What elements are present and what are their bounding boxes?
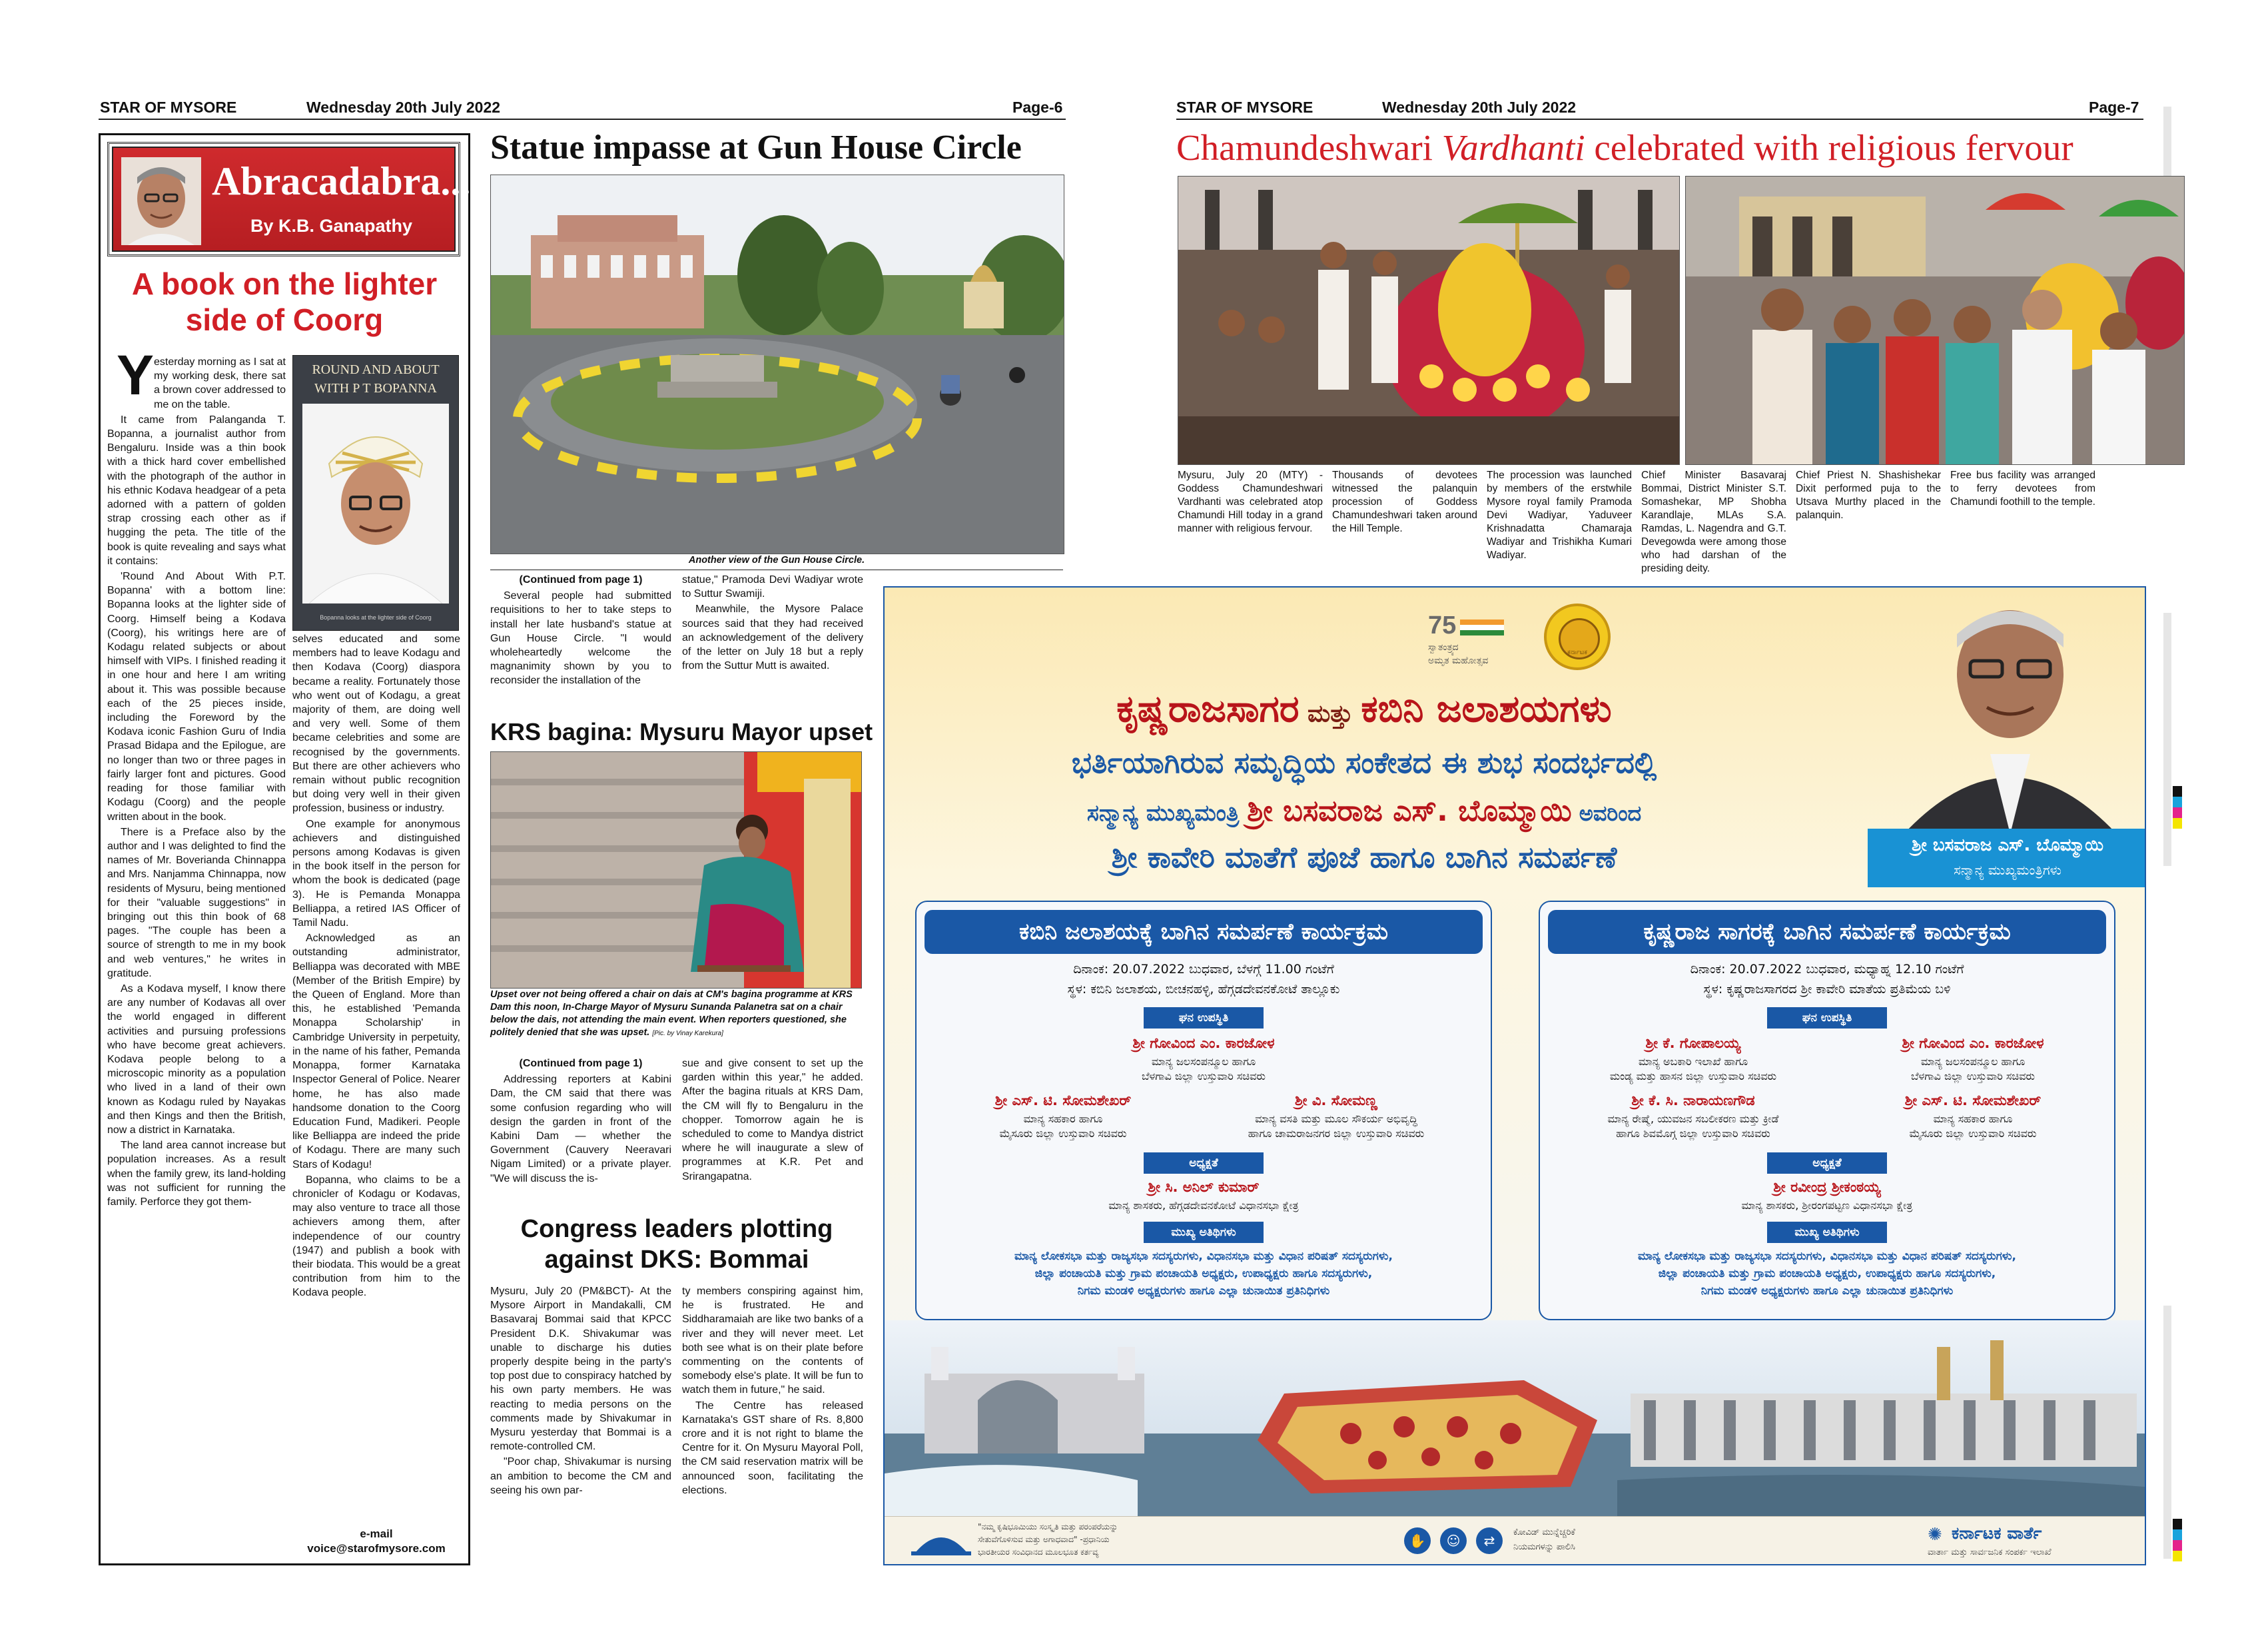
congress-headline-2: against DKS: Bommai	[544, 1246, 809, 1274]
kabini-p2-desc2: ಮೈಸೂರು ಜಿಲ್ಲಾ ಉಸ್ತುವಾರಿ ಸಚಿವರು	[999, 1127, 1127, 1140]
ad-line-3c: ಅವರಿಂದ	[1571, 801, 1642, 826]
statue-col1-para: Several people had submitted requisitions to her to take steps to install her late husband's statue at Gun House Circle. "I would wholeheartedly welcome the magnanimity shown by you to reconsider the installation of the	[490, 590, 671, 687]
krs-text-col1	[490, 1056, 671, 1216]
ad-line-3b: ಶ್ರೀ ಬಸವರಾಜ ಎಸ್. ಬೊಮ್ಮಾಯಿ	[1247, 794, 1572, 828]
krs-text-col2	[682, 1056, 863, 1216]
footer-brand-sub: ವಾರ್ತಾ ಮತ್ತು ಸಾರ್ವಜನಿಕ ಸಂಪರ್ಕ ಇಲಾಖೆ	[1928, 1547, 2052, 1557]
krs-p3-desc1: ಮಾನ್ಯ ರೇಷ್ಮೆ, ಯುವಜನ ಸಬಲೀಕರಣ ಮತ್ತು ಕ್ರೀಡೆ	[1607, 1112, 1779, 1125]
cm-title: ಸನ್ಮಾನ್ಯ ಮುಖ್ಯಮಂತ್ರಿಗಳು	[1954, 862, 2061, 878]
krs-title: ಕೃಷ್ಣರಾಜ ಸಾಗರಕ್ಕೆ ಬಾಗಿನ ಸಮರ್ಪಣೆ ಕಾರ್ಯಕ್ರಮ	[1548, 910, 2106, 954]
abracadabra-box	[99, 133, 470, 1565]
col1-para-4: There is a Preface also by the author and I was delighted to find the names of Mr. Boverianda Chinnappa and Mrs. Nanjamma Chinnappa, now residents of Mysuru, being mentioned for their "valuable suggestions" in bringing out this thin book of 68 pages. "The couple has been a source of strength to me in my book and web ventures," he writes in gratitude.	[107, 826, 286, 979]
kabini-chief-label: ಮುಖ್ಯ ಅತಿಥಿಗಳು	[1144, 1222, 1264, 1243]
columnist-portrait	[121, 157, 201, 245]
kabini-p3-desc1: ಮಾನ್ಯ ವಸತಿ ಮತ್ತು ಮೂಲ ಸೌಕರ್ಯ ಅಭಿವೃದ್ಧಿ	[1255, 1112, 1417, 1125]
col2-para-1: selves educated and some members had to leave Kodagu and then Kodava (Coorg) diaspora became a reality. Fortunately those who went out of Kodagu, a great majority of them, are doing well and very well. Some of them became celebrities and some are recognised by the governments. But there are other achievers who remain without public recognition but doing very well in their given profession, business or industry.	[292, 633, 460, 815]
statue-text-col1	[490, 573, 671, 719]
mayor-caption-text: Upset over not being offered a chair on dais at CM's bagina programme at KRS Dam this noon, In-Charge Mayor of Mysuru Sunanda Palanetra sat on a chair below the dais, not attending the main event. When reporters questioned, she politely denied that she was upset.	[490, 989, 853, 1038]
chamundi-para-1: Mysuru, July 20 (MTY) - Goddess Chamundeshwari Vardhanti was celebrated atop Chamundi Hill today in a grand manner with religious fervour.	[1178, 470, 1323, 534]
krs-p1-desc2: ಮಂಡ್ಯ ಮತ್ತು ಹಾಸನ ಜಿಲ್ಲಾ ಉಸ್ತುವಾರಿ ಸಚಿವರು	[1609, 1070, 1777, 1082]
right-page-number: Page-7	[2089, 99, 2139, 116]
chamundi-para-6: Free bus facility was arranged to ferry devotees from Chamundi foothill to the temple.	[1950, 470, 2095, 508]
palanquin-photo	[1178, 176, 1680, 465]
col2-para-3: Acknowledged as an outstanding administrator, Belliappa was decorated with MBE (Member of the British Empire) by the Queen of England. More than this, he established 'Pemanda Monappa Scholarship' in Cambridge University in perpetuity, in the name of his father, Pemanda Monappa, former Karnataka Inspector General of Police. Nearer home, he has also made handsome donation to the Coorg Education Fund, Madikeri. People like Belliappa are indeed the pride of Kodagu. There are many such Stars of Kodagu!	[292, 933, 460, 1170]
chamundi-headline-b: Vardhanti	[1441, 127, 1585, 168]
kabini-venue: ಸ್ಥಳ: ಕಬಿನಿ ಜಲಾಶಯ, ಬೀಚನಹಳ್ಳಿ, ಹೆಗ್ಗಡದೇವನಕೋಟೆ ತಾಲ್ಲೂಕು	[1067, 982, 1340, 997]
mayor-photo	[490, 751, 862, 989]
footer-quote-2: ಸೇತುವೆಗೊಳಿಸುವ ಮತ್ತು ಅಗಾಧವಾದ" -ಪ್ರಧಾನಿಯ	[978, 1535, 1110, 1544]
email-label: e-mail	[360, 1527, 393, 1540]
chamundi-para-5: Chief Priest N. Shashishekar Dixit performed puja to the Utsava Murthy placed in the palanquin.	[1796, 470, 1941, 521]
chamundi-col5	[1796, 469, 1941, 582]
krs-p2-desc1: ಮಾನ್ಯ ಜಲಸಂಪನ್ಮೂಲ ಹಾಗೂ	[1920, 1055, 2026, 1068]
krs-chief-l2: ಜಿಲ್ಲಾ ಪಂಚಾಯತಿ ಮತ್ತು ಗ್ರಾಮ ಪಂಚಾಯತಿ ಅಧ್ಯಕ್ಷರು, ಉಪಾಧ್ಯಕ್ಷರು ಹಾಗೂ ಸದಸ್ಯರುಗಳು,	[1658, 1267, 1996, 1280]
chamundi-para-4: Chief Minister Basavaraj Bommai, District Minister S.T. Somashekar, MP Shobha Karandlaje, MLAs S.A. Ramdas, L. Nagendra and G.T. Devegowda were among those who had darshan of the presiding deity.	[1641, 470, 1786, 574]
kabini-p1-desc1: ಮಾನ್ಯ ಜಲಸಂಪನ್ಮೂಲ ಹಾಗೂ	[1151, 1055, 1256, 1068]
krs-continued: (Continued from page 1)	[519, 1058, 643, 1069]
author-portrait	[302, 404, 449, 604]
chamundi-col1	[1178, 469, 1323, 582]
krs-p4-desc1: ಮಾನ್ಯ ಸಹಕಾರ ಹಾಗೂ	[1933, 1112, 2013, 1125]
col1-para-6: The land area cannot increase but population increases. As a result when the family grew, its land-holding was not sufficient for running the family. Perforce they got them-	[107, 1140, 286, 1208]
kabini-p2-desc1: ಮಾನ್ಯ ಸಹಕಾರ ಹಾಗೂ	[1023, 1112, 1103, 1125]
cm-portrait	[1877, 594, 2143, 834]
abracadabra-banner	[112, 147, 471, 252]
krs-p4-name: ಶ್ರೀ ಎಸ್. ಟಿ. ಸೋಮಶೇಖರ್	[1904, 1092, 2042, 1108]
amrit-text-2: ಅಮೃತ ಮಹೋತ್ಸವ	[1428, 655, 1489, 666]
krs-col2-para: sue and give consent to set up the garden within this year," he added. After the bagina rituals at KRS Dam, the CM will fly to Bengaluru in the chopper. Tomorrow again he is scheduled to come to Mandya district where he will inaugurate a slew of programmes at K.R. Pet and Srirangapatna.	[682, 1058, 863, 1182]
left-masthead: STAR OF MYSORE	[100, 99, 237, 116]
krs-chair-name: ಶ್ರೀ ರವೀಂದ್ರ ಶ್ರೀಕಂಠಯ್ಯ	[1773, 1179, 1881, 1195]
ad-line-1c: ಕಬಿನಿ ಜಲಾಶಯಗಳು	[1361, 687, 1612, 731]
email-address[interactable]: voice@starofmysore.com	[307, 1542, 446, 1555]
congress-text-col2	[682, 1284, 863, 1564]
dam-panorama-image	[885, 1320, 2145, 1517]
col2-para-2: One example for anonymous achievers and distinguished persons among Kodavas is given in the book itself in the person for whom the book is dedicated (page 3). He is Pemanda Monappa Belliappa, a retired IAS Officer of Tamil Nadu.	[292, 818, 460, 929]
krs-p2-desc2: ಬೆಳಗಾವಿ ಜಿಲ್ಲಾ ಉಸ್ತುವಾರಿ ಸಚಿವರು	[1910, 1070, 2035, 1082]
ad-line-1a: ಕೃಷ್ಣರಾಜಸಾಗರ	[1116, 687, 1300, 731]
advertisement	[883, 586, 2146, 1565]
column-headline-2: side of Coorg	[185, 302, 384, 337]
congress-text-col1	[490, 1284, 671, 1564]
dropcap-letter: Y	[117, 344, 155, 406]
krs-date: ದಿನಾಂಕ: 20.07.2022 ಬುಧವಾರ, ಮಧ್ಯಾಹ್ನ 12.10 ಗಂಟೆಗೆ	[1690, 962, 1964, 977]
congress-col1-para-1: Mysuru, July 20 (PM&BCT)- At the Mysore Airport in Mandakalli, CM Basavaraj Bommai said that KPCC President D.K. Shivakumar was unable to discharge his duties properly despite being in the party's top post due to conspiracy hatched by his own party members. He was reacting to media persons on the comments made by Shivakumar in Mysuru yesterday that Bommai is a remote-controlled CM.	[490, 1286, 671, 1453]
krs-panel	[1539, 901, 2115, 1320]
kabini-chair-name: ಶ್ರೀ ಸಿ. ಅನಿಲ್ ಕುಮಾರ್	[1148, 1179, 1260, 1195]
col2-para-4: Bopanna, who claims to be a chronicler of Kodagu or Kodavas, may also venture to trace all those achievers among them, after independence of our country (1947) and publish a book with their biodata. This would be a great contribution from him to the Kodava people.	[292, 1174, 460, 1299]
book-cover-title-2: WITH P T BOPANNA	[314, 381, 437, 396]
chamundi-headline	[1176, 127, 2073, 169]
column-text-col2	[292, 632, 460, 1518]
krs-p1-name: ಶ್ರೀ ಕೆ. ಗೋಪಾಲಯ್ಯ	[1645, 1035, 1741, 1051]
chamundi-col4	[1641, 469, 1786, 582]
column-headline-1: A book on the lighter	[131, 266, 438, 301]
ad-footer	[885, 1516, 2145, 1565]
gun-house-circle-photo	[490, 175, 1064, 554]
registration-marks-mid	[2163, 613, 2171, 866]
chamundi-headline-a: Chamundeshwari	[1176, 127, 1442, 168]
chamundi-col2	[1332, 469, 1477, 582]
krs-p4-desc2: ಮೈಸೂರು ಜಿಲ್ಲಾ ಉಸ್ತುವಾರಿ ಸಚಿವರು	[1909, 1127, 2037, 1140]
chamundi-headline-c: celebrated with religious fervour	[1585, 127, 2073, 168]
krs-venue: ಸ್ಥಳ: ಕೃಷ್ಣರಾಜಸಾಗರದ ಶ್ರೀ ಕಾವೇರಿ ಮಾತೆಯ ಪ್ರತಿಮೆಯ ಬಳಿ	[1703, 982, 1951, 997]
gun-house-caption: Another view of the Gun House Circle.	[688, 555, 865, 566]
left-page-number: Page-6	[1012, 99, 1063, 116]
kabini-chair-desc: ಮಾನ್ಯ ಶಾಸಕರು, ಹೆಗ್ಗಡದೇವನಕೋಟೆ ವಿಧಾನಸಭಾ ಕ್ಷೇತ್ರ	[1108, 1199, 1299, 1212]
distance-icon: ⇄	[1476, 1527, 1503, 1554]
col1-para-5: As a Kodava myself, I know there are any number of Kodavas all over the world engaged in different activities and pursuing professions who have become great achievers. Kodava people belong to a microscopic minority as a population who lived in a land of their own known as Kodagu ruled by Nayakas and then Kings and then the British, now a district in Karnataka.	[107, 983, 286, 1136]
amrit-text-1: ಸ್ವಾತಂತ್ರ್ಯದ	[1428, 642, 1459, 653]
col1-para-2: It came from Palanganda T. Bopanna, a journalist author from Bengaluru. Inside was a thin book with a thick hard cover embellished with the photograph of the author in his ethnic Kodava headgear of a peta adorned with a pattern of golden strap crossing each other as if hugging the peta. The title of the book is quite revealing and says what it contains:	[107, 414, 286, 567]
kabini-p2-name: ಶ್ರೀ ಎಸ್. ಟಿ. ಸೋಮಶೇಖರ್	[994, 1092, 1132, 1108]
footer-covid-1: ಕೋವಿಡ್ ಮುನ್ನೆಚ್ಚರಿಕೆ	[1513, 1527, 1575, 1537]
amrit-logo	[1428, 612, 1515, 671]
abracadabra-banner-frame	[107, 142, 471, 256]
amrit-number: 75	[1428, 612, 1457, 639]
statue-col2-para-2: Meanwhile, the Mysore Palace sources said that they had received an acknowledgement of the delivery of the letter on July 18 but a reply from the Suttur Mutt is awaited.	[682, 604, 863, 672]
left-date: Wednesday 20th July 2022	[306, 99, 501, 116]
mayor-caption	[490, 989, 863, 1040]
ad-line-3a: ಸನ್ಮಾನ್ಯ ಮುಖ್ಯಮಂತ್ರಿ	[1086, 800, 1248, 827]
registration-colors-2	[2173, 786, 2182, 829]
kabini-title: ಕಬಿನಿ ಜಲಾಶಯಕ್ಕೆ ಬಾಗಿನ ಸಮರ್ಪಣೆ ಕಾರ್ಯಕ್ರಮ	[925, 910, 1483, 954]
krs-p3-desc2: ಹಾಗೂ ಶಿವಮೊಗ್ಗ ಜಿಲ್ಲಾ ಉಸ್ತುವಾರಿ ಸಚಿವರು	[1616, 1127, 1770, 1140]
footer-quote-3: ಭಾರತೀಯರ ಸಂವಿಧಾನದ ಮೂಲಭೂತ ಕರ್ತವ್ಯ	[978, 1547, 1099, 1557]
parliament-icon	[911, 1526, 971, 1555]
footer-brand: ಕರ್ನಾಟಕ ವಾರ್ತೆ	[1952, 1523, 2042, 1543]
congress-col1-para-2: "Poor chap, Shivakumar is nursing an ambition to become the CM and seeing his own par-	[490, 1456, 671, 1496]
kabini-p3-desc2: ಹಾಗೂ ಚಾಮರಾಜನಗರ ಜಿಲ್ಲಾ ಉಸ್ತುವಾರಿ ಸಚಿವರು	[1248, 1127, 1425, 1140]
col1-para-1: esterday morning as I sat at my working desk, there sat a brown cover addressed to me on the table.	[154, 356, 286, 410]
column-text-col1	[107, 355, 286, 1561]
book-cover-image	[292, 355, 459, 631]
kabini-guest-label: ಘನ ಉಪಸ್ಥಿತಿ	[1144, 1007, 1264, 1029]
krs-p2-name: ಶ್ರೀ ಗೋವಿಂದ ಎಂ. ಕಾರಜೋಳ	[1902, 1035, 2044, 1051]
krs-headline: KRS bagina: Mysuru Mayor upset	[490, 718, 873, 745]
krs-chair-desc: ಮಾನ್ಯ ಶಾಸಕರು, ಶ್ರೀರಂಗಪಟ್ಟಣ ವಿಧಾನಸಭಾ ಕ್ಷೇತ್ರ	[1741, 1199, 1913, 1212]
amrit-flag-icon	[1460, 620, 1504, 635]
kabini-chief-l1: ಮಾನ್ಯ ಲೋಕಸಭಾ ಮತ್ತು ರಾಜ್ಯಸಭಾ ಸದಸ್ಯರುಗಳು, ವಿಧಾನಸಭಾ ಮತ್ತು ವಿಧಾನ ಪರಿಷತ್ ಸದಸ್ಯರುಗಳು,	[1014, 1250, 1393, 1263]
book-cover-subtitle: Bopanna looks at the lighter side of Coorg	[320, 614, 432, 621]
chamundi-col3	[1487, 469, 1632, 582]
krs-chief-label: ಮುಖ್ಯ ಅತಿಥಿಗಳು	[1767, 1222, 1887, 1243]
krs-guest-label: ಘನ ಉಪಸ್ಥಿತಿ	[1767, 1007, 1887, 1029]
book-cover-title-1: ROUND AND ABOUT	[312, 362, 440, 377]
krs-chair-label: ಅಧ್ಯಕ್ಷತೆ	[1767, 1152, 1887, 1174]
ad-line-1	[885, 687, 1844, 731]
right-date: Wednesday 20th July 2022	[1382, 99, 1577, 116]
cm-name: ಶ್ರೀ ಬಸವರಾಜ ಎಸ್. ಬೊಮ್ಮಾಯಿ	[1911, 835, 2104, 855]
kabini-date: ದಿನಾಂಕ: 20.07.2022 ಬುಧವಾರ, ಬೆಳಗ್ಗೆ 11.00 ಗಂಟೆಗೆ	[1073, 962, 1334, 977]
column-byline: By K.B. Ganapathy	[250, 216, 413, 236]
kabini-p3-name: ಶ್ರೀ ವಿ. ಸೋಮಣ್ಣ	[1295, 1092, 1377, 1108]
ad-line-2: ಭರ್ತಿಯಾಗಿರುವ ಸಮೃದ್ಧಿಯ ಸಂಕೇತದ ಈ ಶುಭ ಸಂದರ್ಭದಲ್ಲಿ	[1071, 746, 1657, 780]
kabini-p1-desc2: ಬೆಳಗಾವಿ ಜಿಲ್ಲಾ ಉಸ್ತುವಾರಿ ಸಚಿವರು	[1141, 1070, 1266, 1082]
kabini-chair-label: ಅಧ್ಯಕ್ಷತೆ	[1144, 1152, 1264, 1174]
krs-chief-l1: ಮಾನ್ಯ ಲೋಕಸಭಾ ಮತ್ತು ರಾಜ್ಯಸಭಾ ಸದಸ್ಯರುಗಳು, ವಿಧಾನಸಭಾ ಮತ್ತು ವಿಧಾನ ಪರಿಷತ್ ಸದಸ್ಯರುಗಳು,	[1638, 1250, 2016, 1263]
footer-covid-2: ನಿಯಮಗಳನ್ನು ಪಾಲಿಸಿ	[1513, 1542, 1575, 1552]
congress-col2-para-2: The Centre has released Karnataka's GST share of Rs. 8,800 crore and it is not right to blame the Centre for it. On Mysuru Mayoral Poll, the CM said reservation matrix will be announced soon, facilitating the elections.	[682, 1400, 863, 1496]
karnataka-emblem-icon	[1544, 604, 1611, 670]
ad-line-4: ಶ್ರೀ ಕಾವೇರಿ ಮಾತೆಗೆ ಪೂಜೆ ಹಾಗೂ ಬಾಗಿನ ಸಮರ್ಪಣೆ	[1111, 841, 1617, 875]
congress-headline-1: Congress leaders plotting	[520, 1215, 833, 1243]
karnataka-varthe-icon: ✺	[1928, 1525, 1942, 1545]
krs-col1-para: Addressing reporters at Kabini Dam, the CM said that there was some confusion regarding who will design the garden in front of the Kabini Dam — whether the Government (Cauvery Neeravari Nigam Limited) or a private player. "We will discuss the is-	[490, 1074, 671, 1184]
kabini-chief-l2: ಜಿಲ್ಲಾ ಪಂಚಾಯತಿ ಮತ್ತು ಗ್ರಾಮ ಪಂಚಾಯತಿ ಅಧ್ಯಕ್ಷರು, ಉಪಾಧ್ಯಕ್ಷರು ಹಾಗೂ ಸದಸ್ಯರುಗಳು,	[1034, 1267, 1373, 1280]
statue-continued: (Continued from page 1)	[519, 574, 643, 586]
krs-chief-l3: ನಿಗಮ ಮಂಡಳಿ ಅಧ್ಯಕ್ಷರುಗಳು ಹಾಗೂ ಎಲ್ಲಾ ಚುನಾಯಿತ ಪ್ರತಿನಿಧಿಗಳು	[1700, 1284, 1954, 1298]
krs-p1-desc1: ಮಾನ್ಯ ಅಬಕಾರಿ ಇಲಾಖೆ ಹಾಗೂ	[1638, 1055, 1748, 1068]
left-header-rule	[99, 119, 1066, 120]
mayor-photo-credit: [Pic. by Vinay Karekura]	[652, 1030, 723, 1037]
ad-line-3	[885, 794, 1844, 828]
kabini-p1-name: ಶ್ರೀ ಗೋವಿಂದ ಎಂ. ಕಾರಜೋಳ	[1132, 1035, 1275, 1051]
statue-text-col2	[682, 573, 863, 719]
kabini-chief-l3: ನಿಗಮ ಮಂಡಳಿ ಅಧ್ಯಕ್ಷರುಗಳು ಹಾಗೂ ಎಲ್ಲಾ ಚುನಾಯಿತ ಪ್ರತಿನಿಧಿಗಳು	[1077, 1284, 1330, 1298]
ad-line-1b: ಮತ್ತು	[1299, 700, 1361, 727]
right-masthead: STAR OF MYSORE	[1176, 99, 1313, 116]
chamundi-para-2: Thousands of devotees witnessed the palanquin procession of Goddess Chamundeshwari taken around the Hill Temple.	[1332, 470, 1477, 534]
chamundi-col6	[1950, 469, 2095, 582]
registration-colors-3	[2173, 1519, 2182, 1561]
handwash-icon: ✋	[1404, 1527, 1431, 1554]
col1-para-3: 'Round And About With P.T. Bopanna' with a bottom line: Bopanna looks at the lighter side of Coorg. Himself being a Kodava (Coorg), his writings here are of Kodagu related subjects or about himself with VIPs. I finished reading it in one hour and here I am writing about it. This was possible because each of the 25 pieces inside, including the Foreword by the Kodava iconic Fashion Guru of India Prasad Bidapa and the Epilogue, are no longer than two or three pages in fairly larger font and pictures. Good reading for those familiar with Kodagu (Coorg) and the people written about in the book.	[107, 571, 286, 823]
footer-quote-1: "ನಮ್ಮ ಕೃಷಿಭೂಮಿಯು ಸಂಸ್ಕೃತಿ ಮತ್ತು ಪರಂಪರೆಯನ್ನು	[978, 1522, 1118, 1531]
cm-nameplate	[1868, 829, 2146, 887]
column-title: Abracadabra...	[212, 159, 471, 203]
congress-col2-para-1: ty members conspiring against him, he is frustrated. He and Siddharamaiah are like two banks of a river and they will never meet. Let both see what is on their plate before commenting on the contents of somebody else's plate. It will be fun to watch them in future," he said.	[682, 1286, 863, 1396]
right-header-rule	[1176, 119, 2143, 120]
emblem-text: ಕರ್ನಾಟಕ	[1567, 649, 1587, 656]
registration-marks-bottom	[2163, 1306, 2171, 1559]
kabini-panel	[915, 901, 1492, 1320]
mask-icon: ☺	[1440, 1527, 1467, 1554]
statue-headline: Statue impasse at Gun House Circle	[490, 129, 1022, 167]
krs-p3-name: ಶ್ರೀ ಕೆ. ಸಿ. ನಾರಾಯಣಗೌಡ	[1631, 1092, 1755, 1108]
chamundi-para-3: The procession was launched by members of the erstwhile Mysore royal family Pramoda Devi Wadiyar, Yaduveer Krishnadatta Chamaraja Wadiyar and Trishikha Kumari Wadiyar.	[1487, 470, 1632, 561]
statue-col2-para-1: statue," Pramoda Devi Wadiyar wrote to Suttur Swamiji.	[682, 574, 863, 600]
dignitaries-photo	[1685, 176, 2185, 465]
